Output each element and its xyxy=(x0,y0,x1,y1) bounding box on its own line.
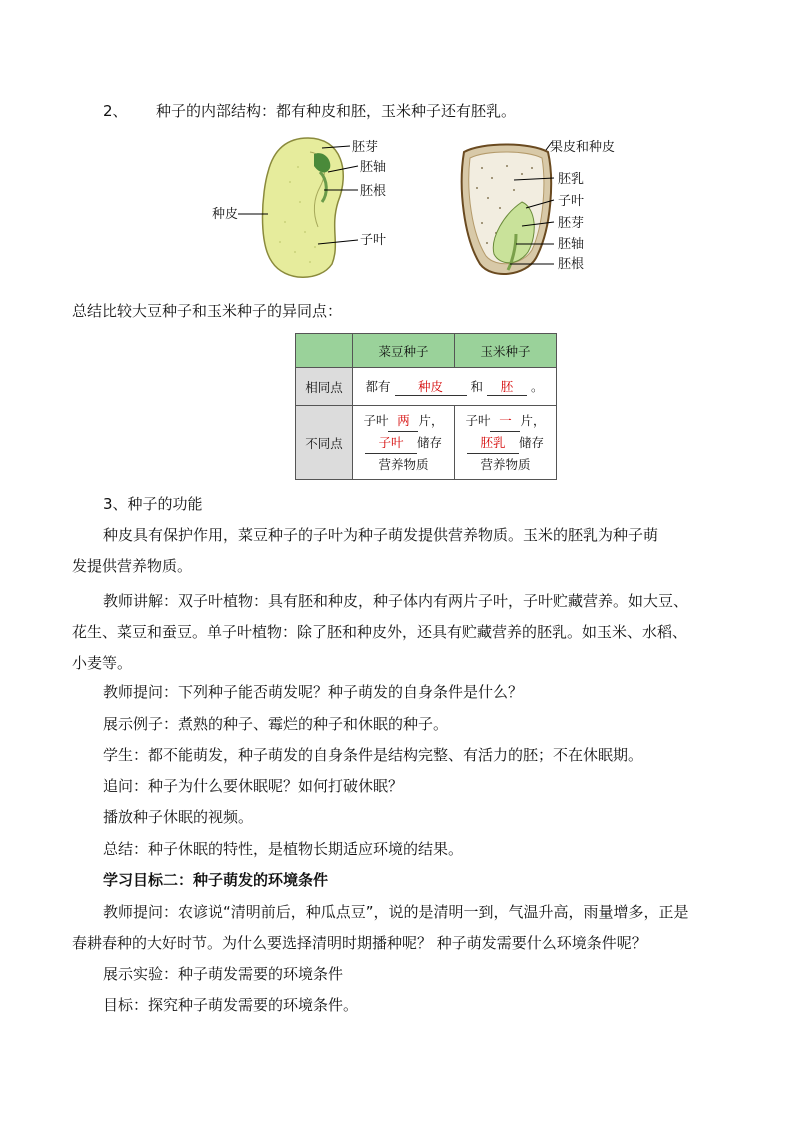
paragraph-line: 播放种子休眠的视频。 xyxy=(103,808,254,826)
corn-label-radicle: 胚根 xyxy=(558,257,585,272)
table-header-bean: 菜豆种子 xyxy=(353,334,455,368)
paragraph-line: 发提供营养物质。 xyxy=(72,557,193,575)
bean-diff-text: 子叶 xyxy=(363,413,389,428)
similarity-answer-seed-coat: 种皮 xyxy=(395,377,467,396)
bean-storage-answer: 子叶 xyxy=(365,432,417,454)
bean-diff-text3: 储存 xyxy=(416,435,442,450)
bean-seed-diagram xyxy=(210,132,410,284)
paragraph-line: 种皮具有保护作用，菜豆种子的子叶为种子萌发提供营养物质。玉米的胚乳为种子萌 xyxy=(103,526,659,544)
bean-label-plumule: 胚芽 xyxy=(352,140,379,155)
section2-text: 种子的内部结构：都有种皮和胚，玉米种子还有胚乳。 xyxy=(156,102,517,120)
table-row-difference xyxy=(296,406,557,480)
paragraph-line: 教师提问：农谚说“清明前后，种瓜点豆”，说的是清明一到，气温升高，雨量增多，正是 xyxy=(103,903,689,921)
table-header-row xyxy=(296,334,557,368)
similarity-mid: 和 xyxy=(470,379,483,394)
corn-diff-text4: 营养物质 xyxy=(480,457,531,472)
corn-storage-answer: 胚乳 xyxy=(467,432,519,454)
corn-diff-text2: 片， xyxy=(520,413,546,428)
corn-label-cotyledon: 子叶 xyxy=(558,194,585,209)
corn-label-pericarp-coat: 果皮和种皮 xyxy=(550,140,616,155)
table-row-similarity xyxy=(296,368,557,406)
section2-number: 2、 xyxy=(103,102,128,120)
bean-seed-coat-shape xyxy=(263,138,344,277)
paragraph-line: 小麦等。 xyxy=(72,654,133,672)
paragraph-line: 目标：探究种子萌发需要的环境条件。 xyxy=(103,996,359,1014)
summary-title: 总结比较大豆种子和玉米种子的异同点： xyxy=(72,302,343,320)
table-header-empty xyxy=(296,334,353,368)
corn-label-hypocotyl: 胚轴 xyxy=(558,237,585,252)
paragraph-line: 教师提问：下列种子能否萌发呢？种子萌发的自身条件是什么？ xyxy=(103,683,524,701)
table-header-corn: 玉米种子 xyxy=(454,334,556,368)
difference-bean-cell xyxy=(353,406,455,480)
bean-label-cotyledon: 子叶 xyxy=(360,233,387,248)
paragraph-line: 春耕春种的大好时节。为什么要选择清明时期播种呢？ 种子萌发需要什么环境条件呢？ xyxy=(72,934,647,952)
corn-diff-text: 子叶 xyxy=(465,413,491,428)
bean-diff-text4: 营养物质 xyxy=(378,457,429,472)
similarity-prefix: 都有 xyxy=(365,379,391,394)
similarity-answer-embryo: 胚 xyxy=(487,377,527,396)
bean-diff-text2: 片， xyxy=(418,413,444,428)
paragraph-line: 展示实验：种子萌发需要的环境条件 xyxy=(103,965,344,983)
corn-label-endosperm: 胚乳 xyxy=(558,172,585,187)
learning-goal-2: 学习目标二：种子萌发的环境条件 xyxy=(103,871,329,889)
similarity-suffix: 。 xyxy=(530,379,544,394)
table-row-label-similarity: 相同点 xyxy=(296,368,353,406)
section3-title: 3、种子的功能 xyxy=(103,495,203,513)
corn-cotyledon-count: 一 xyxy=(490,410,520,432)
bean-label-hypocotyl: 胚轴 xyxy=(360,160,387,175)
paragraph-line: 总结：种子休眠的特性，是植物长期适应环境的结果。 xyxy=(103,840,464,858)
paragraph-line: 展示例子：煮熟的种子、霉烂的种子和休眠的种子。 xyxy=(103,715,449,733)
corn-seed-diagram xyxy=(452,138,562,284)
corn-label-plumule: 胚芽 xyxy=(558,216,585,231)
table-row-label-difference: 不同点 xyxy=(296,406,353,480)
bean-label-radicle: 胚根 xyxy=(360,184,387,199)
paragraph-line: 学生：都不能萌发，种子萌发的自身条件是结构完整、有活力的胚；不在休眠期。 xyxy=(103,746,644,764)
paragraph-line: 花生、菜豆和蚕豆。单子叶植物：除了胚和种皮外，还具有贮藏营养的胚乳。如玉米、水稻、 xyxy=(72,623,688,641)
paragraph-line: 追问：种子为什么要休眠呢？如何打破休眠？ xyxy=(103,777,404,795)
corn-diff-text3: 储存 xyxy=(518,435,544,450)
bean-cotyledon-count: 两 xyxy=(388,410,418,432)
difference-corn-cell xyxy=(454,406,556,480)
similarity-cell xyxy=(353,368,557,406)
bean-label-seed-coat: 种皮 xyxy=(212,207,239,222)
paragraph-line: 教师讲解：双子叶植物：具有胚和种皮，种子体内有两片子叶，子叶贮藏营养。如大豆、 xyxy=(103,592,689,610)
comparison-table xyxy=(295,333,557,480)
